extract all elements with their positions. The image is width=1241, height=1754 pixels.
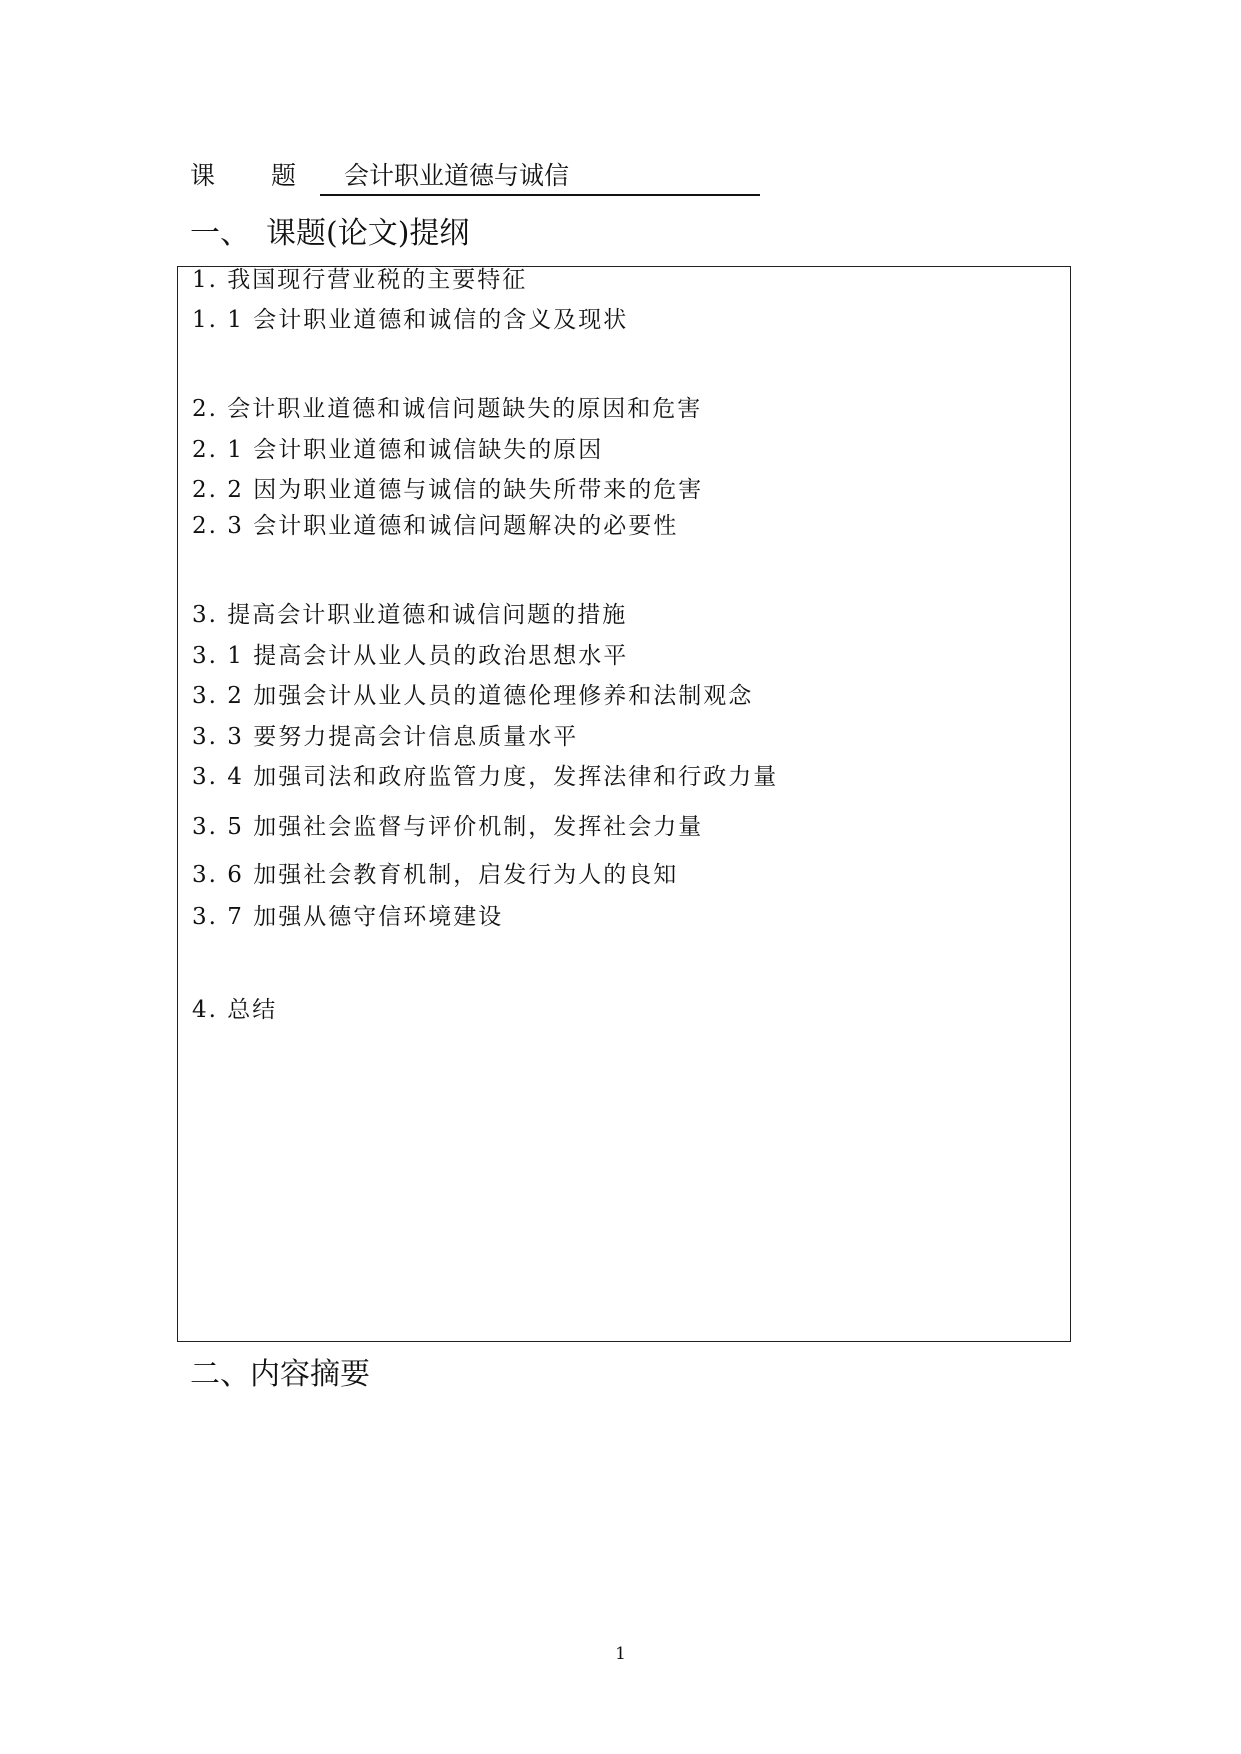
section-title: 课题(论文)提纲 (266, 216, 470, 251)
outline-item-3: 3. 提高会计职业道德和诚信问题的措施 (192, 602, 628, 628)
topic-line (190, 158, 760, 196)
outline-item-3-2: 3. 2 加强会计从业人员的道德伦理修养和法制观念 (192, 683, 754, 709)
outline-item-3-5: 3. 5 加强社会监督与评价机制，发挥社会力量 (192, 814, 704, 840)
outline-item-1-1: 1. 1 会计职业道德和诚信的含义及现状 (192, 307, 629, 333)
outline-item-4: 4. 总结 (192, 997, 278, 1023)
section-number: 一、 (190, 216, 250, 251)
outline-box (177, 266, 1071, 1342)
topic-label: 课 题 (190, 161, 320, 190)
outline-item-2-3: 2. 3 会计职业道德和诚信问题解决的必要性 (192, 513, 679, 539)
outline-item-3-6: 3. 6 加强社会教育机制，启发行为人的良知 (192, 862, 679, 888)
outline-item-1: 1. 我国现行营业税的主要特征 (192, 267, 528, 293)
outline-item-3-4: 3. 4 加强司法和政府监管力度，发挥法律和行政力量 (192, 764, 779, 790)
section-heading-abstract: 二、内容摘要 (190, 1357, 370, 1392)
outline-item-2-2: 2. 2 因为职业道德与诚信的缺失所带来的危害 (192, 477, 704, 503)
outline-item-3-3: 3. 3 要努力提高会计信息质量水平 (192, 724, 579, 750)
outline-item-3-7: 3. 7 加强从德守信环境建设 (192, 904, 504, 930)
page-number: 1 (615, 1644, 626, 1664)
topic-value: 会计职业道德与诚信 (320, 158, 760, 196)
section-heading-outline (190, 214, 469, 254)
outline-item-2-1: 2. 1 会计职业道德和诚信缺失的原因 (192, 437, 604, 463)
outline-item-3-1: 3. 1 提高会计从业人员的政治思想水平 (192, 643, 629, 669)
outline-item-2: 2. 会计职业道德和诚信问题缺失的原因和危害 (192, 396, 703, 422)
